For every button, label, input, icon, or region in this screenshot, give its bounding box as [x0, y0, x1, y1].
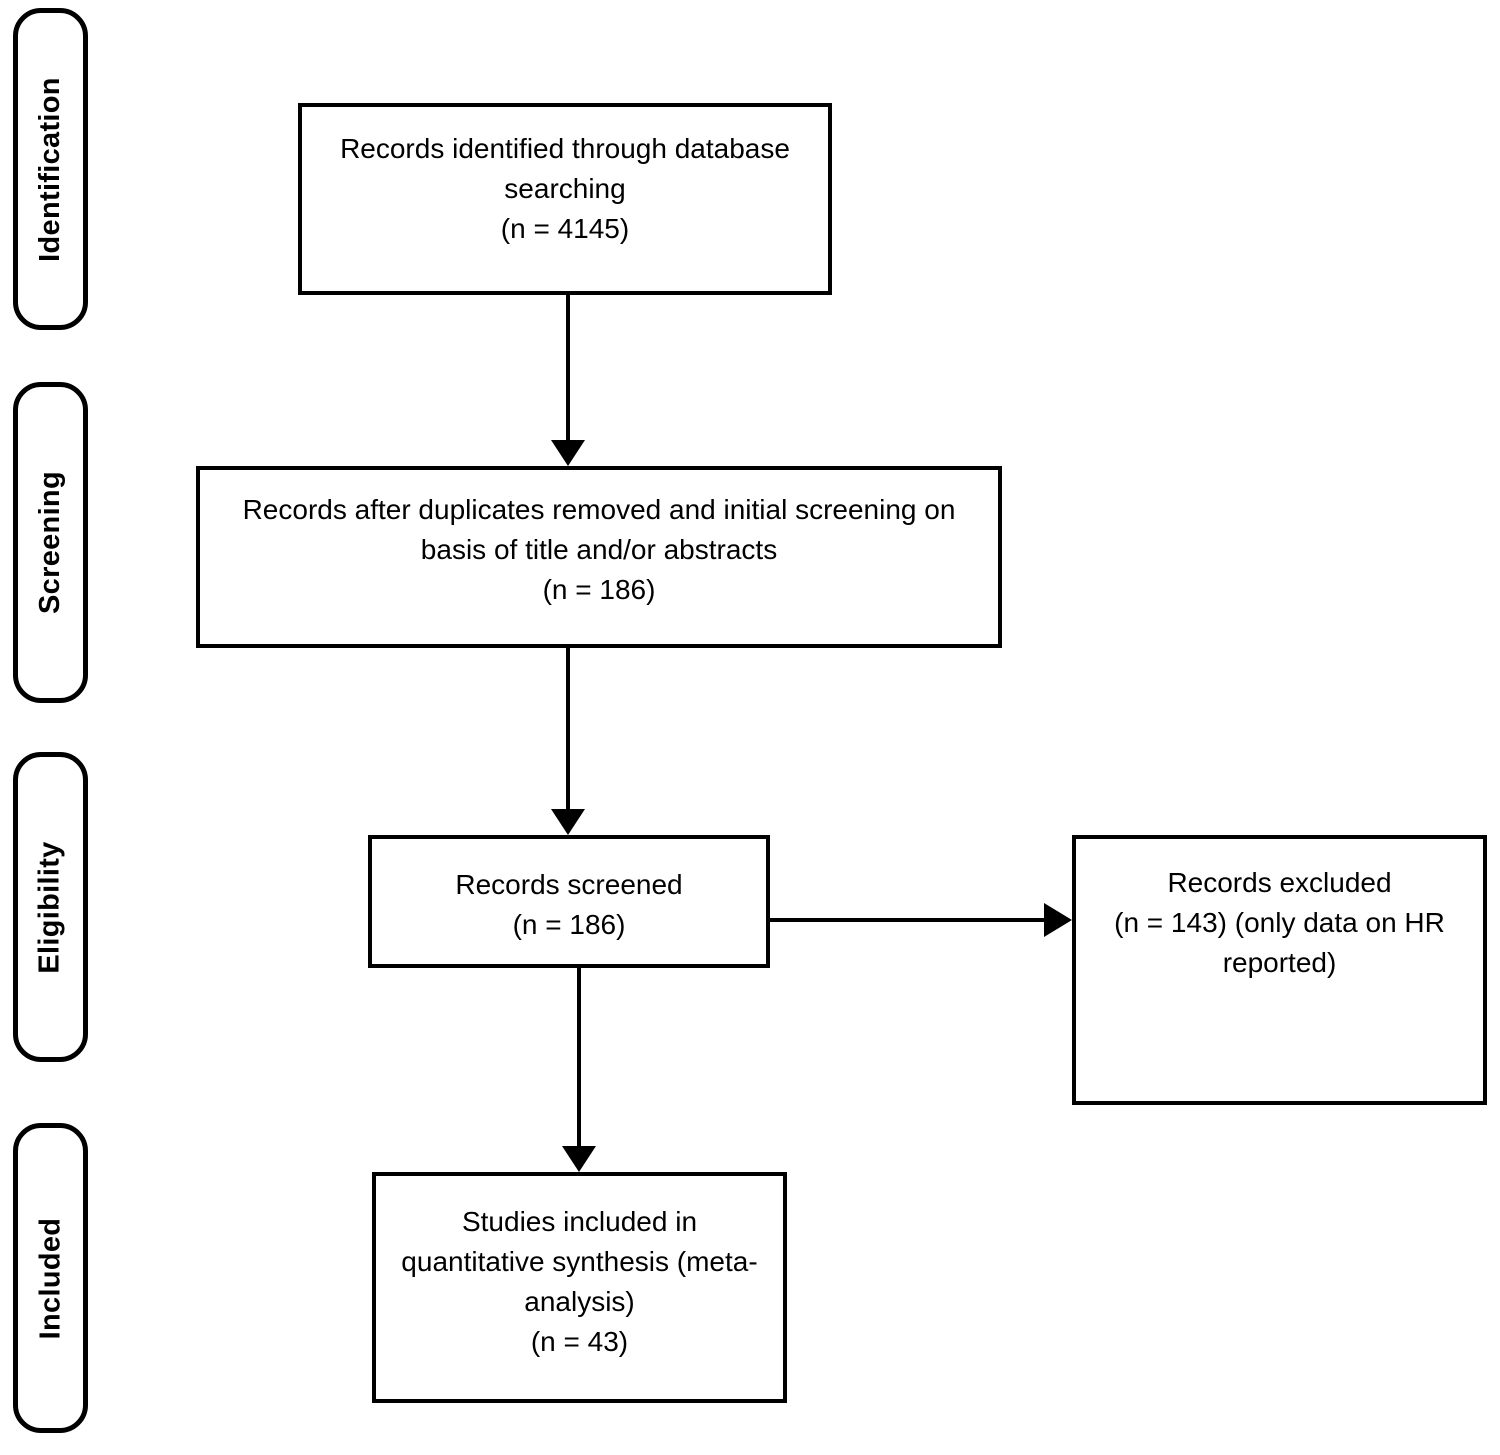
box-records-identified-line: searching	[504, 173, 626, 204]
box-records-screened-line: Records screened	[455, 869, 683, 900]
arrowhead-down-icon	[562, 1146, 596, 1172]
box-records-identified-line: Records identified through database	[340, 133, 790, 164]
arrow-identified-to-deduplicated-line	[566, 295, 570, 442]
box-records-excluded	[1072, 835, 1487, 1105]
box-records-excluded-line: Records excluded	[1167, 867, 1392, 898]
arrowhead-right-icon	[1044, 903, 1072, 937]
stage-eligibility	[13, 752, 88, 1062]
arrowhead-down-icon	[551, 809, 585, 835]
box-studies-included-line: quantitative synthesis (meta-	[401, 1246, 758, 1277]
stage-included-label: Included	[34, 1217, 67, 1339]
box-studies-included-count: (n = 43)	[530, 1326, 629, 1357]
box-records-identified-count: (n = 4145)	[500, 213, 630, 244]
box-records-after-duplicates-line: basis of title and/or abstracts	[420, 534, 778, 565]
box-studies-included-line: analysis)	[524, 1286, 635, 1317]
arrow-screened-to-excluded-line	[770, 918, 1048, 922]
box-studies-included	[372, 1172, 787, 1403]
stage-included	[13, 1123, 88, 1433]
box-records-excluded-line: (n = 143) (only data on HR	[1114, 907, 1445, 938]
box-records-excluded-line: reported)	[1222, 947, 1337, 978]
box-records-screened	[368, 835, 770, 968]
stage-screening-label: Screening	[34, 471, 67, 614]
stage-screening	[13, 382, 88, 703]
arrowhead-down-icon	[551, 440, 585, 466]
arrow-deduplicated-to-screened-line	[566, 648, 570, 811]
arrow-screened-to-included-line	[577, 968, 581, 1148]
box-records-screened-count: (n = 186)	[512, 909, 626, 940]
stage-eligibility-label: Eligibility	[34, 840, 67, 974]
box-records-after-duplicates-line: Records after duplicates removed and initial screening on	[242, 494, 956, 525]
box-records-after-duplicates	[196, 466, 1002, 648]
stage-identification-label: Identification	[34, 76, 66, 262]
stage-identification	[13, 8, 88, 330]
box-studies-included-line: Studies included in	[461, 1206, 698, 1237]
box-records-identified	[298, 103, 832, 295]
box-records-after-duplicates-count: (n = 186)	[542, 574, 656, 605]
